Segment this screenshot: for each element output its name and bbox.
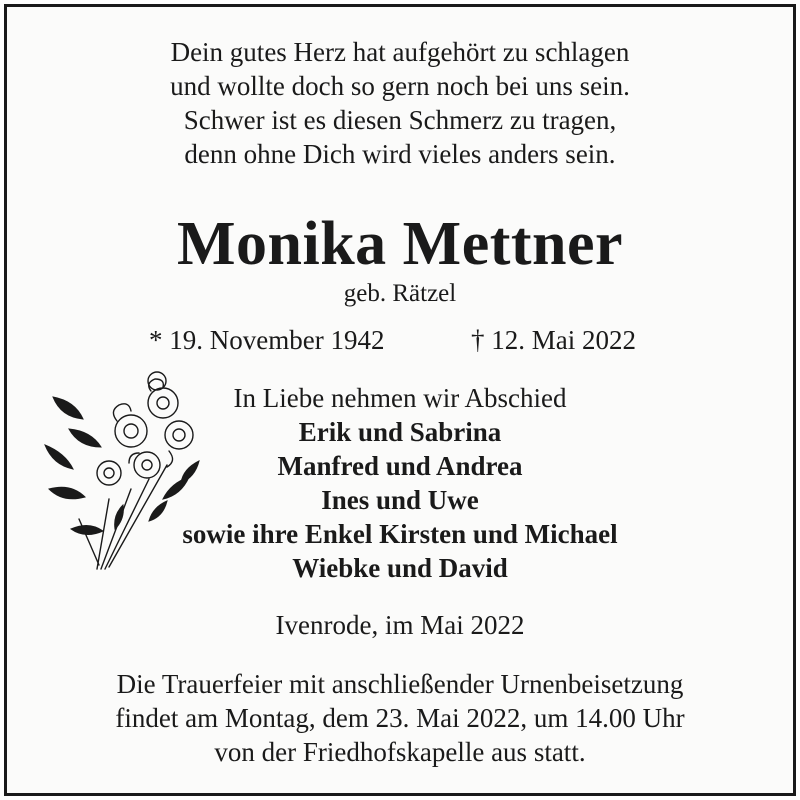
- deceased-name: Monika Mettner: [176, 210, 624, 278]
- maiden-name: geb. Rätzel: [343, 280, 457, 307]
- ceremony-line: von der Friedhofskapelle aus statt.: [214, 737, 586, 767]
- poem-line: denn ohne Dich wird vieles anders sein.: [184, 139, 616, 169]
- mourner-line: Wiebke und David: [292, 553, 508, 583]
- mourner-line: Erik und Sabrina: [298, 417, 502, 447]
- farewell-text: In Liebe nehmen wir Abschied: [233, 383, 567, 413]
- mourner-line: sowie ihre Enkel Kirsten und Michael: [182, 519, 618, 549]
- death-date: † 12. Mai 2022: [471, 325, 636, 355]
- poem-line: Dein gutes Herz hat aufgehört zu schlagen: [170, 37, 630, 67]
- mourner-line: Ines und Uwe: [321, 485, 479, 515]
- place-date: Ivenrode, im Mai 2022: [275, 610, 525, 640]
- mourner-line: Manfred und Andrea: [277, 451, 523, 481]
- poem-line: Schwer ist es diesen Schmerz zu tragen,: [183, 105, 617, 135]
- poem-line: und wollte doch so gern noch bei uns sein.: [170, 71, 630, 101]
- ceremony-line: Die Trauerfeier mit anschließender Urnenbeisetzung: [116, 669, 684, 699]
- birth-date: * 19. November 1942: [149, 325, 385, 355]
- obituary-card: [4, 4, 796, 796]
- ceremony-line: findet am Montag, dem 23. Mai 2022, um 14.00 Uhr: [115, 703, 685, 733]
